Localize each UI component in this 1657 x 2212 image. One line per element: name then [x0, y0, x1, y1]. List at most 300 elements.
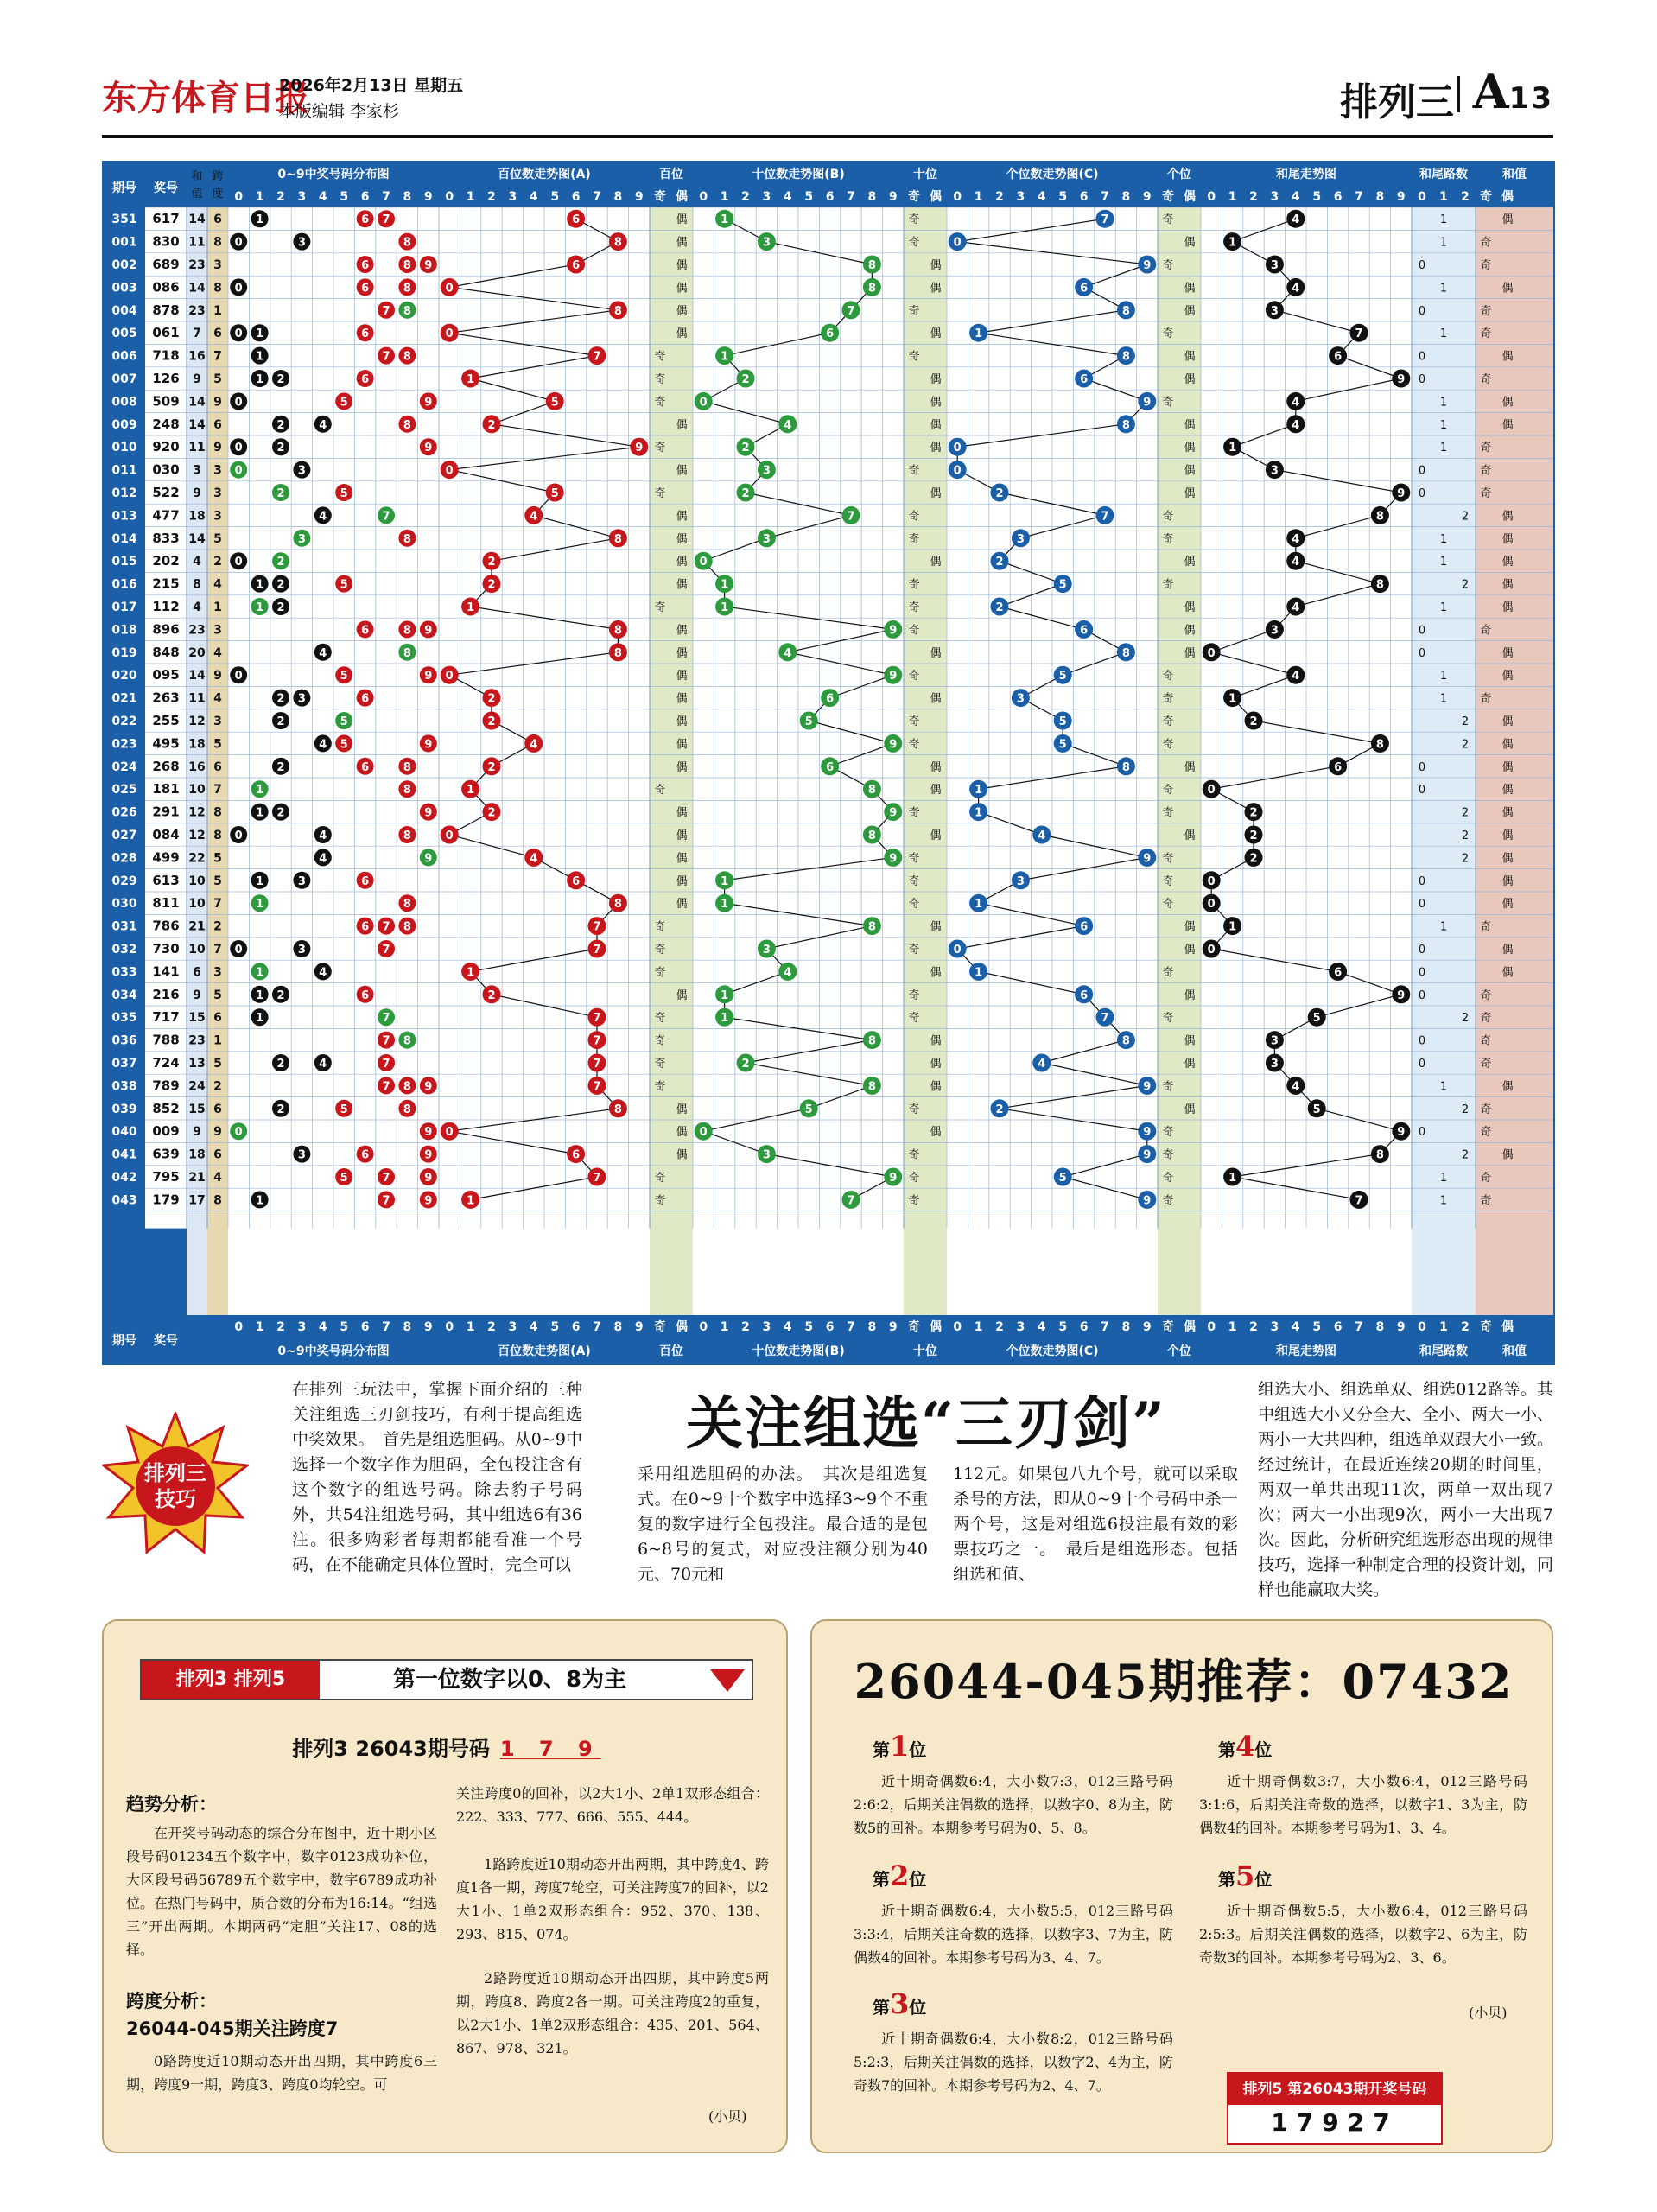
trend-ball-label: 9	[1143, 1126, 1152, 1140]
header-code: 奖号	[154, 181, 178, 195]
dist-ball-label: 4	[319, 418, 327, 432]
footer-digit: 8	[1121, 1320, 1131, 1334]
dist-ball-label: 7	[382, 1194, 390, 1208]
odd-even-mark: 奇	[908, 624, 920, 638]
article-title: 关注组选“三刃剑”	[686, 1389, 1166, 1457]
road-mark: 1	[1439, 692, 1448, 706]
trend-ball-label: 9	[1143, 396, 1152, 410]
trend-ball-label: 9	[889, 1172, 898, 1185]
odd-even-mark: 偶	[930, 966, 942, 980]
trend-ball-label: 1	[467, 784, 475, 798]
dist-ball-label: 0	[234, 236, 243, 250]
trend-ball-label: 5	[804, 1103, 813, 1116]
odd-even-mark: 偶	[676, 282, 688, 296]
span-cont-2: 1路跨度近10期动态开出两期，其中跨度4、跨度1各一期，跨度7轮空，可关注跨度7的回补，以2大1小、1单2双形态组合：952、370、138、293、815、074。	[456, 1856, 769, 1942]
header-digit: 2	[741, 190, 750, 204]
odd-even-mark: 偶	[676, 670, 688, 683]
trend-ball-label: 4	[530, 510, 538, 524]
footer-digit: 2	[995, 1320, 1004, 1334]
footer-digit: 4	[1037, 1320, 1046, 1334]
dist-ball-label: 8	[403, 1034, 411, 1048]
dist-ball-label: 2	[276, 578, 285, 592]
trend-ball-label: 5	[1058, 1172, 1067, 1185]
span-value: 3	[213, 965, 222, 980]
draw-code: 499	[152, 849, 180, 866]
trend-ball-label: 9	[1397, 373, 1406, 386]
road-mark: 0	[1418, 487, 1426, 500]
span-value: 6	[213, 1102, 222, 1116]
trend-ball-label: 5	[1058, 738, 1067, 752]
header-digit: 6	[360, 190, 370, 204]
span-value: 4	[213, 1171, 222, 1185]
recommendation-headline: 26044-045期推荐：07432	[854, 1654, 1514, 1709]
dist-ball-label: 6	[361, 327, 370, 341]
footer-digit: 2	[741, 1320, 750, 1334]
trend-ball-label: 5	[550, 487, 559, 500]
footer-road: 1	[1439, 1320, 1448, 1334]
odd-even-mark: 奇	[1162, 1080, 1174, 1094]
odd-even-mark: 偶	[1184, 464, 1196, 478]
header-digit: 3	[297, 190, 307, 204]
odd-even-mark: 偶	[930, 692, 942, 706]
dist-ball-label: 5	[340, 578, 348, 592]
trend-title: 趋势分析：	[126, 1794, 217, 1815]
right-author: (小贝)	[1469, 2005, 1508, 2021]
header-span: 度	[212, 188, 224, 200]
odd-even-mark: 偶	[930, 646, 942, 660]
trend-ball-label: 2	[487, 760, 496, 774]
header-even: 偶	[930, 190, 942, 204]
footer-digit: 1	[1228, 1320, 1237, 1334]
sum-value: 18	[188, 1147, 206, 1162]
footer-issue: 期号	[112, 1334, 136, 1348]
dist-ball-label: 1	[256, 988, 264, 1002]
odd-even-mark: 偶	[1501, 806, 1514, 820]
dist-ball-label: 6	[361, 920, 370, 934]
odd-even-mark: 奇	[908, 806, 920, 820]
odd-even-mark: 奇	[654, 1012, 666, 1026]
odd-even-mark: 偶	[676, 806, 688, 820]
header-title: 个位数走势图(C)	[1006, 1344, 1099, 1358]
odd-even-mark: 偶	[676, 874, 688, 888]
odd-even-mark: 偶	[1501, 418, 1514, 432]
trend-ball-label: 2	[995, 601, 1004, 614]
issue-date: 2026年2月13日 星期五	[279, 76, 464, 95]
dist-ball-label: 9	[424, 738, 433, 752]
dist-ball-label: 7	[382, 1012, 390, 1026]
dist-ball-label: 7	[382, 510, 390, 524]
trend-ball-label: 5	[550, 396, 559, 410]
odd-even-mark: 奇	[908, 1103, 920, 1116]
header-digit: 8	[1121, 190, 1131, 204]
draw-code: 509	[152, 393, 180, 410]
odd-even-mark: 偶	[676, 418, 688, 432]
span-value: 5	[213, 1057, 222, 1071]
trend-ball-label: 0	[699, 1126, 708, 1140]
odd-even-mark: 奇	[908, 236, 920, 250]
trend-ball-label: 2	[995, 556, 1004, 569]
issue-number: 007	[111, 372, 137, 386]
span-value: 8	[213, 829, 222, 842]
dist-ball-label: 8	[403, 898, 411, 912]
pos1-title: 第1位	[873, 1730, 927, 1763]
trend-ball-label: 0	[1207, 898, 1216, 912]
dist-ball-label: 8	[403, 236, 411, 250]
header-road: 0	[1418, 190, 1426, 204]
last-draw: 排列3 26043期号码 1 7 9	[292, 1737, 601, 1761]
dist-ball-label: 7	[382, 944, 390, 957]
issue-number: 035	[111, 1011, 137, 1026]
header-digit: 6	[1079, 190, 1089, 204]
trend-text: 在开奖号码动态的综合分布图中，近十期小区段号码01234五个数字中，数字0123成功补位，大区段号码56789五个数字中，数字6789成功补位。在热门号码中，质合数的分布为16:14。“组选三”开出两期。本期两码“定胆”关注17、08的选择。	[126, 1825, 437, 1958]
footer-digit: 1	[974, 1320, 983, 1334]
road-mark: 1	[1439, 418, 1448, 432]
odd-even-mark: 偶	[676, 715, 688, 728]
span-text: 0路跨度近10期动态开出四期，其中跨度6三期，跨度9一期，跨度3、跨度0均轮空。可	[126, 2053, 437, 2093]
header-digit: 5	[340, 190, 349, 204]
trend-ball-label: 2	[741, 442, 750, 455]
span-value: 7	[213, 349, 222, 364]
trend-ball-label: 1	[721, 874, 729, 888]
odd-even-mark: 奇	[1162, 1194, 1174, 1208]
odd-even-mark: 奇	[1162, 966, 1174, 980]
dist-ball-label: 4	[319, 646, 327, 660]
odd-even-mark: 偶	[1184, 556, 1196, 569]
sum-value: 15	[188, 1011, 206, 1026]
span-value: 1	[213, 303, 222, 318]
trend-ball-label: 7	[1101, 510, 1109, 524]
trend-ball-label: 6	[826, 327, 835, 341]
sum-value: 17	[188, 1193, 206, 1208]
span-value: 3	[213, 463, 222, 478]
trend-ball-label: 6	[572, 1148, 581, 1162]
trend-ball-label: 4	[530, 852, 538, 866]
trend-ball-label: 8	[613, 532, 622, 546]
odd-even-mark: 奇	[654, 1172, 666, 1185]
sum-value: 16	[188, 349, 206, 364]
odd-even-mark: 奇	[908, 1194, 920, 1208]
trend-ball-label: 8	[867, 830, 876, 842]
dist-ball-label: 7	[382, 1058, 390, 1071]
dist-ball-label: 5	[340, 670, 348, 683]
dist-ball-label: 9	[424, 1126, 433, 1140]
footer-digit: 6	[1079, 1320, 1089, 1334]
span-value: 6	[213, 760, 222, 774]
trend-ball-label: 3	[1016, 692, 1025, 706]
sum-value: 23	[188, 623, 206, 638]
odd-even-mark: 偶	[1184, 487, 1196, 500]
sum-value: 20	[188, 645, 206, 660]
footer-digit: 3	[508, 1320, 517, 1334]
road-mark: 1	[1439, 601, 1448, 614]
odd-even-mark: 偶	[1184, 236, 1196, 250]
footer-digit: 3	[762, 1320, 771, 1334]
draw-code: 141	[152, 963, 180, 980]
odd-even-mark: 奇	[1480, 1194, 1492, 1208]
header-digit: 0	[445, 190, 454, 204]
footer-digit: 1	[720, 1320, 729, 1334]
draw-code: 788	[152, 1032, 180, 1048]
dist-ball-label: 8	[403, 920, 411, 934]
road-mark: 1	[1439, 532, 1448, 546]
span-value: 9	[213, 669, 222, 683]
trend-ball-label: 0	[1207, 784, 1216, 798]
trend-ball-label: 1	[975, 784, 983, 798]
header-title: 百位数走势图(A)	[498, 168, 591, 181]
trend-ball-label: 7	[593, 944, 601, 957]
odd-even-mark: 偶	[1184, 1103, 1196, 1116]
odd-even-mark: 偶	[676, 646, 688, 660]
footer-digit: 4	[783, 1320, 792, 1334]
dist-ball-label: 0	[234, 1126, 243, 1140]
header-digit: 2	[1249, 190, 1258, 204]
odd-even-mark: 奇	[1480, 464, 1492, 478]
span-value: 1	[213, 1033, 222, 1048]
footer-digit: 3	[1016, 1320, 1025, 1334]
trend-ball-label: 8	[1121, 760, 1130, 774]
footer-digit: 5	[1058, 1320, 1068, 1334]
odd-even-mark: 奇	[1480, 920, 1492, 934]
span-value: 6	[213, 1147, 222, 1162]
trend-ball-label: 6	[826, 692, 835, 706]
odd-even-mark: 偶	[1501, 852, 1514, 866]
draw-code: 717	[152, 1009, 180, 1026]
span-issue: 26044-045期关注跨度7	[126, 2018, 339, 2039]
draw-code: 852	[152, 1100, 180, 1116]
trend-ball-label: 7	[847, 304, 855, 318]
footer-digit: 2	[276, 1320, 285, 1334]
trend-ball-label: 3	[1270, 1058, 1279, 1071]
span-value: 4	[213, 577, 222, 592]
odd-even-mark: 偶	[1184, 442, 1196, 455]
draw-code: 833	[152, 530, 180, 546]
sum-value: 22	[188, 851, 206, 866]
header-digit: 5	[550, 190, 560, 204]
draw-code: 830	[152, 233, 180, 250]
trend-ball-label: 9	[1397, 487, 1406, 500]
odd-even-mark: 偶	[676, 1148, 688, 1162]
span-value: 2	[213, 919, 222, 934]
dist-ball-label: 8	[403, 1080, 411, 1094]
odd-even-mark: 奇	[654, 442, 666, 455]
sum-value: 23	[188, 1033, 206, 1048]
dist-ball-label: 1	[256, 966, 264, 980]
road-mark: 1	[1439, 442, 1448, 455]
odd-even-mark: 偶	[1501, 874, 1514, 888]
dist-ball-label: 2	[276, 487, 285, 500]
draw-code: 639	[152, 1146, 180, 1162]
trend-ball-label: 0	[953, 464, 962, 478]
odd-even-mark: 偶	[676, 988, 688, 1002]
trend-ball-label: 0	[445, 1126, 454, 1140]
header-digit: 8	[613, 190, 623, 204]
chart-label: 奇	[1480, 1320, 1492, 1334]
dist-ball-label: 6	[361, 282, 370, 296]
dist-ball-label: 9	[424, 806, 433, 820]
footer-digit: 7	[1355, 1320, 1363, 1334]
road-mark: 0	[1418, 760, 1426, 774]
span-value: 2	[213, 1079, 222, 1094]
trend-ball-label: 1	[721, 578, 729, 592]
header-title: 和尾路数	[1419, 1344, 1468, 1358]
span-value: 4	[213, 645, 222, 660]
odd-even-mark: 奇	[908, 304, 920, 318]
draw-code: 477	[152, 507, 180, 524]
odd-even-mark: 偶	[930, 396, 942, 410]
road-mark: 0	[1418, 373, 1426, 386]
trend-ball-label: 7	[1101, 1012, 1109, 1026]
chart-label: 和值	[1502, 168, 1527, 181]
trend-ball-label: 7	[847, 510, 855, 524]
pos4-title: 第4位	[1218, 1730, 1273, 1763]
trend-ball-label: 2	[995, 1103, 1004, 1116]
header-digit: 2	[487, 190, 496, 204]
trend-ball-label: 7	[593, 1034, 601, 1048]
draw-code: 724	[152, 1055, 180, 1071]
issue-number: 041	[111, 1147, 137, 1162]
masthead-rule	[102, 135, 1553, 138]
header-digit: 9	[888, 190, 898, 204]
dist-ball-label: 3	[297, 532, 306, 546]
odd-even-mark: 偶	[1184, 988, 1196, 1002]
dist-ball-label: 9	[424, 1172, 433, 1185]
road-mark: 2	[1461, 830, 1470, 842]
header-digit: 2	[276, 190, 285, 204]
dist-ball-label: 2	[276, 556, 285, 569]
trend-ball-label: 1	[975, 898, 983, 912]
badge-text: 排列三技巧	[144, 1461, 206, 1511]
pos2-title: 第2位	[873, 1859, 927, 1892]
footer-digit: 1	[466, 1320, 475, 1334]
footer-digit: 7	[1101, 1320, 1109, 1334]
issue-number: 010	[111, 441, 137, 455]
issue-number: 018	[111, 623, 137, 638]
dist-ball-label: 8	[403, 350, 411, 364]
odd-even-mark: 偶	[1501, 350, 1514, 364]
sum-value: 16	[188, 760, 206, 774]
odd-even-mark: 奇	[1480, 1103, 1492, 1116]
dist-ball-label: 1	[256, 874, 264, 888]
pos4-text: 近十期奇偶数3:7，大小数6:4，012三路号码3:1:6，后期关注奇数的选择，以数字1、3为主，防偶数4的回补。本期参考号码为1、3、4。	[1199, 1773, 1527, 1836]
odd-even-mark: 奇	[1480, 442, 1492, 455]
trend-ball-label: 1	[721, 898, 729, 912]
header-digit: 9	[423, 190, 433, 204]
odd-even-mark: 奇	[908, 670, 920, 683]
sum-value: 10	[188, 897, 206, 912]
header-digit: 8	[403, 190, 412, 204]
odd-even-mark: 奇	[654, 601, 666, 614]
draw-code: 030	[152, 461, 180, 478]
section-name: 排列三	[1340, 80, 1454, 124]
road-mark: 1	[1439, 556, 1448, 569]
dist-ball-label: 1	[256, 601, 264, 614]
trend-ball-label: 2	[995, 487, 1004, 500]
odd-even-mark: 奇	[654, 1080, 666, 1094]
header-title: 和尾走势图	[1276, 168, 1336, 181]
odd-even-mark: 偶	[1184, 601, 1196, 614]
dist-ball-label: 5	[340, 487, 348, 500]
footer-digit: 6	[1333, 1320, 1343, 1334]
trend-ball-label: 1	[721, 988, 729, 1002]
article-col-1: 在排列三玩法中，掌握下面介绍的三种关注组选三刃剑技巧，有利于提高组选中奖效果。 首先是组选胆码。从0~9中选择一个数字作为胆码，全包投注含有这个数字的组选号码。除去豹子号码外，共54注组选号码，其中组选6有36注。很多购彩者每期都能看准一个号码，在不能确定具体位置时，完全可以	[292, 1380, 582, 1574]
odd-even-mark: 偶	[1184, 350, 1196, 364]
trend-ball-label: 6	[1080, 282, 1089, 296]
chart-label: 和值	[1502, 1344, 1527, 1358]
article-col-3: 112元。如果包八九个号，就可以采取杀号的方法，即从0~9十个号码中杀一两个号，这是对组选6投注最有效的彩票技巧之一。 最后是组选形态。包括组选和值、	[953, 1465, 1238, 1584]
road-mark: 0	[1418, 944, 1426, 957]
trend-ball-label: 8	[1375, 738, 1384, 752]
draw-code: 878	[152, 302, 180, 318]
dist-ball-label: 9	[424, 1080, 433, 1094]
trend-ball-label: 1	[1228, 920, 1237, 934]
span-value: 7	[213, 783, 222, 798]
dist-ball-label: 0	[234, 670, 243, 683]
footer-digit: 7	[593, 1320, 601, 1334]
trend-ball-label: 6	[572, 874, 581, 888]
trend-ball-label: 1	[721, 350, 729, 364]
trend-ball-label: 2	[1249, 830, 1258, 842]
pos2-text: 近十期奇偶数6:4，大小数5:5，012三路号码3:3:4，后期关注奇数的选择，以数字3、7为主，防偶数4的回补。本期参考号码为3、4、7。	[854, 1903, 1173, 1966]
odd-even-mark: 偶	[676, 692, 688, 706]
dist-ball-label: 7	[382, 304, 390, 318]
header-digit: 5	[1312, 190, 1322, 204]
left-author: (小贝)	[708, 2108, 747, 2125]
header-digit: 0	[699, 190, 708, 204]
dist-ball-label: 5	[340, 396, 348, 410]
trend-ball-label: 0	[953, 236, 962, 250]
footer-even: 偶	[676, 1320, 688, 1334]
header-title: 和尾走势图	[1276, 1344, 1336, 1358]
footer-odd: 奇	[654, 1320, 666, 1334]
trend-ball-label: 7	[593, 1058, 601, 1071]
dist-ball-label: 6	[361, 373, 370, 386]
issue-number: 009	[111, 417, 137, 432]
span-value: 9	[213, 441, 222, 455]
sum-value: 9	[193, 372, 201, 386]
odd-even-mark: 偶	[1501, 784, 1514, 798]
dist-ball-label: 9	[424, 396, 433, 410]
dist-ball-label: 7	[382, 213, 390, 227]
odd-even-mark: 偶	[930, 282, 942, 296]
road-mark: 0	[1418, 304, 1426, 318]
dist-ball-label: 1	[256, 806, 264, 820]
analysis-headline: 第一位数字以0、8为主	[392, 1667, 627, 1693]
draw-code: 255	[152, 713, 180, 728]
dist-ball-label: 8	[403, 418, 411, 432]
chart-label: 奇	[1480, 190, 1492, 204]
draw-code: 730	[152, 941, 180, 957]
road-mark: 1	[1439, 236, 1448, 250]
trend-ball-label: 2	[487, 578, 496, 592]
trend-ball-label: 4	[1292, 418, 1300, 432]
odd-even-mark: 偶	[676, 578, 688, 592]
odd-even-mark: 偶	[1501, 510, 1514, 524]
sum-value: 8	[193, 577, 201, 592]
chart-label: 个位	[1167, 168, 1191, 181]
footer-even: 偶	[930, 1320, 942, 1334]
trend-ball-label: 3	[762, 1148, 771, 1162]
trend-ball-label: 8	[613, 1103, 622, 1116]
triangle-down-icon	[710, 1669, 745, 1692]
footer-digit: 8	[1375, 1320, 1385, 1334]
trend-ball-label: 7	[593, 1012, 601, 1026]
draw-code: 789	[152, 1077, 180, 1094]
issue-number: 002	[111, 258, 137, 272]
dist-ball-label: 8	[403, 760, 411, 774]
odd-even-mark: 奇	[1162, 1126, 1174, 1140]
trend-ball-label: 2	[741, 373, 750, 386]
trend-ball-label: 7	[593, 920, 601, 934]
